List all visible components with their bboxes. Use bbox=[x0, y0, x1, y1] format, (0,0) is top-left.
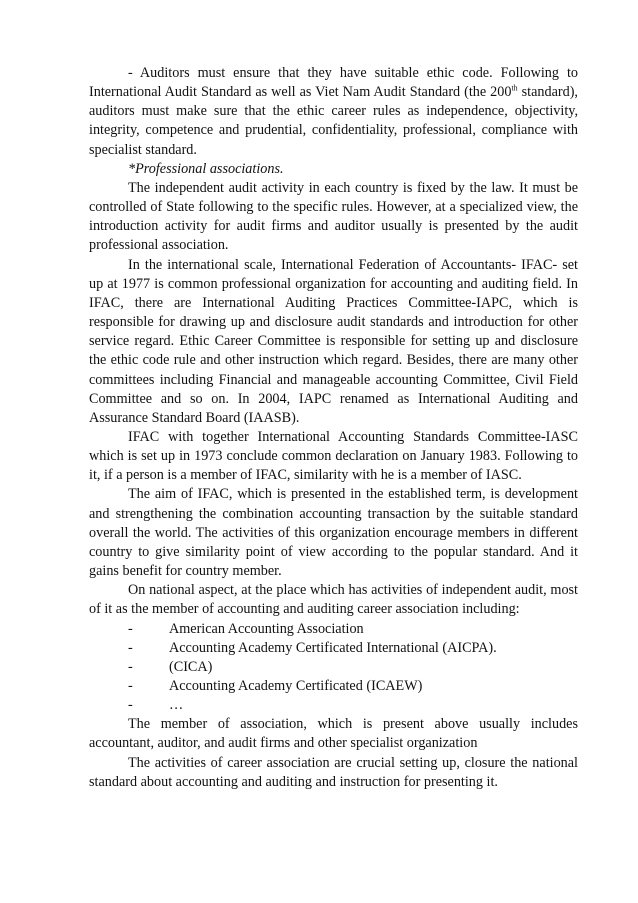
paragraph-association-activities: The activities of career association are crucial setting up, closure the national standard about accounting and auditing and instruction for presenting it. bbox=[89, 754, 578, 790]
paragraph-national-aspect: On national aspect, at the place which has activities of independent audit, most of it as the member of accounting and auditing career association including: bbox=[89, 582, 578, 618]
association-list bbox=[89, 620, 578, 716]
list-item bbox=[89, 696, 578, 715]
list-bullet: - bbox=[128, 639, 133, 656]
list-item bbox=[89, 658, 578, 677]
list-bullet: - bbox=[128, 620, 133, 637]
list-bullet: - bbox=[128, 658, 133, 675]
paragraph-association-members: The member of association, which is present above usually includes accountant, auditor, and audit firms and other specialist organization bbox=[89, 716, 578, 752]
paragraph-ifac-aim: The aim of IFAC, which is presented in the established term, is development and strengthening the combination accounting transaction by the suitable standard overall the world. The activities of this organization encourage members in different country to give similarity point of view according to the popular standard. And it gains benefit for country member. bbox=[89, 486, 578, 580]
list-item bbox=[89, 639, 578, 658]
list-item-text: American Accounting Association bbox=[169, 620, 364, 637]
list-item bbox=[89, 677, 578, 696]
paragraph-auditor-ethics bbox=[89, 64, 578, 160]
section-heading-professional-associations: *Professional associations. bbox=[128, 160, 284, 177]
list-item-text: … bbox=[169, 697, 184, 714]
document-page bbox=[89, 64, 578, 792]
list-bullet: - bbox=[128, 678, 133, 694]
list-item-text: (CICA) bbox=[169, 658, 213, 675]
paragraph-independent-audit: The independent audit activity in each country is fixed by the law. It must be controlled of State following to the specific rules. However, at a specialized view, the introduction activity for audit firms and auditor usually is presented by the audit professional association. bbox=[89, 179, 578, 254]
list-item-text: Accounting Academy Certificated (ICAEW) bbox=[169, 678, 423, 694]
list-item bbox=[89, 620, 578, 639]
list-item-text: Accounting Academy Certificated International (AICPA). bbox=[169, 639, 497, 656]
paragraph-ifac-international: In the international scale, International Federation of Accountants- IFAC- set up at 1977 is common professional organization for accounting and auditing field. In IFAC, there are International Auditing Practices Committee-IAPC, which is responsible for drawing up and disclosure audit standards and introduction for other service regard. Ethic Career Committee is responsible for setting up and disclosure the ethic code rule and other instruction which regard. Besides, there are many other committees including Financial and manageable accounting Committee, Civil Field Committee and so on. In 2004, IAPC renamed as International Auditing and Assurance Standard Board (IAASB). bbox=[89, 256, 578, 426]
paragraph-ifac-iasc: IFAC with together International Accounting Standards Committee-IASC which is set up in 1973 conclude common declaration on January 1983. Following to it, if a person is a member of IFAC, similarity with he is a member of IASC. bbox=[89, 428, 578, 484]
paragraph-auditor-ethics-text: - Auditors must ensure that they have suitable ethic code. Following to International Audit Standard as well as Viet Nam Audit Standard (the 200 bbox=[89, 65, 578, 101]
paragraph-auditor-ethics-text-continued: standard), auditors must make sure that the ethic career rules as independence, objectivity, integrity, competence and prudential, confidentiality, professional, compliance with specialist standard. bbox=[89, 84, 578, 158]
list-bullet: - bbox=[128, 697, 133, 714]
superscript-th: th bbox=[511, 83, 518, 93]
